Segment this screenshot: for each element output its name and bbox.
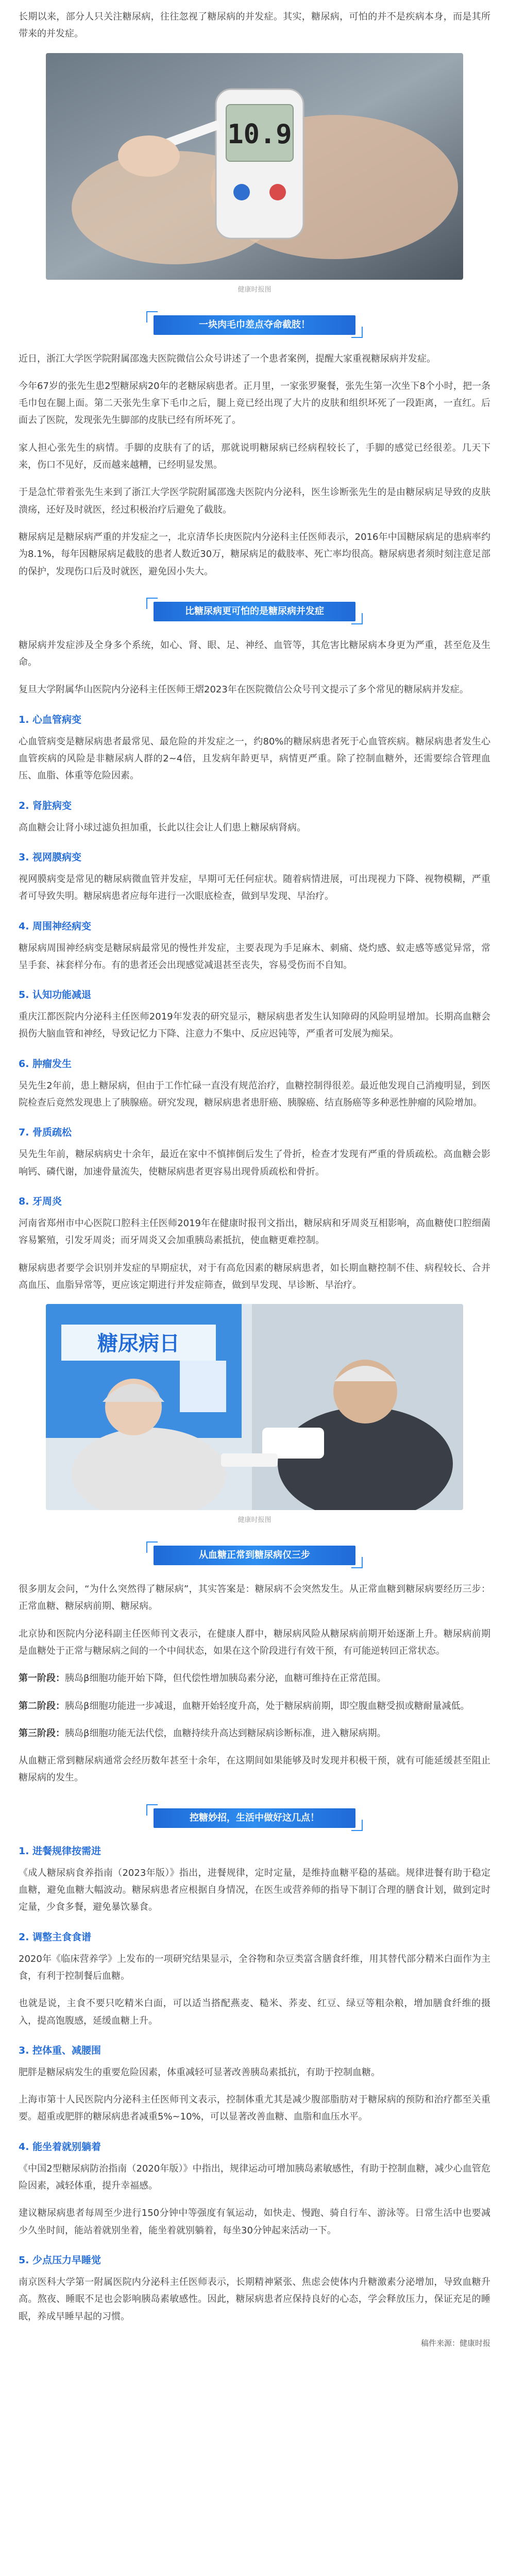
section2-paragraph: 复旦大学附属华山医院内分泌科主任医师王熠2023年在医院微信公众号刊文提示了多个常见的糖尿病并发症。 — [19, 684, 469, 696]
section4-title: 控糖妙招，生活中做好这几点！ — [154, 1808, 355, 1828]
complication-text: 吴先生2年前，患上糖尿病，但由于工作忙碌一直没有规范治疗，血糖控制得很差。最近他发现自己消瘦明显，到医院检查后竟然发现患上了胰腺癌。研究发现，糖尿病患者患肝癌、胰腺癌、结直肠癌等多种恶性肿瘤的风险增加。 — [19, 1080, 490, 1109]
section3-closing: 从血糖正常到糖尿病通常会经历数年甚至十余年，在这期间如果能够及时发现并积极干预，就有可能延缓甚至阻止糖尿病的发生。 — [19, 1755, 490, 1784]
section2-closing: 糖尿病患者要学会识别并发症的早期症状，对于有高危因素的糖尿病患者，如长期血糖控制不佳、病程较长、合并高血压、血脂异常等，更应该定期进行并发症筛查，做到早发现、早诊断、早治疗。 — [19, 1262, 490, 1291]
complication-heading: 8. 牙周炎 — [19, 1195, 62, 1207]
complication-text: 吴先生年前，糖尿病病史十余年，最近在家中不慎摔倒后发生了骨折，检查才发现有严重的骨质疏松。高血糖会影响钙、磷代谢，加速骨量流失，使糖尿病患者更容易出现骨质疏松和骨折。 — [19, 1149, 490, 1177]
complication-heading: 2. 肾脏病变 — [19, 800, 72, 811]
tip-text: 《成人糖尿病食养指南（2023年版）》指出，进餐规律，定时定量，是维持血糖平稳的基础。规律进餐有助于稳定血糖，避免血糖大幅波动。糖尿病患者应根据自身情况，在医生或营养师的指导下制订合理的膳食计划，做到定时定量，少食多餐，避免暴饮暴食。 — [19, 1867, 490, 1913]
section1-banner — [141, 311, 368, 335]
section2-title: 比糖尿病更可怕的是糖尿病并发症 — [154, 602, 355, 621]
glucose-meter-photo — [46, 53, 463, 280]
article-source: 稿件来源：健康时报 — [420, 2338, 490, 2348]
complication-heading: 3. 视网膜病变 — [19, 851, 82, 863]
tip-text: 建议糖尿病患者每周至少进行150分钟中等强度有氧运动，如快走、慢跑、骑自行车、游泳等。日常生活中也要减少久坐时间，能站着就别坐着，能坐着就别躺着，每坐30分钟起来活动一下。 — [19, 2208, 490, 2236]
complication-heading: 4. 周围神经病变 — [19, 920, 92, 932]
section1-title: 一块肉毛巾差点夺命截肢！ — [154, 315, 355, 335]
tip-heading: 2. 调整主食食谱 — [19, 1931, 92, 1943]
section3-paragraph: 很多朋友会问，“为什么突然得了糖尿病”，其实答案是：糖尿病不会突然发生。从正常血糖到糖尿病要经历三步：正常血糖、糖尿病前期、糖尿病。 — [19, 1584, 490, 1612]
complication-heading: 5. 认知功能减退 — [19, 989, 92, 1001]
screening-illustration — [46, 1304, 463, 1510]
complication-text: 心血管病变是糖尿病患者最常见、最危险的并发症之一，约80%的糖尿病患者死于心血管疾病。糖尿病患者发生心血管疾病的风险是非糖尿病人群的2~4倍，且发病年龄更早，病情更严重。除了控制血糖外，还需要综合管理血压、血脂、体重等危险因素。 — [19, 736, 490, 782]
tip-text: 上海市第十人民医院内分泌科主任医师刊文表示，控制体重尤其是减少腹部脂肪对于糖尿病的预防和治疗都至关重要。超重或肥胖的糖尿病患者减重5%~10%，可以显著改善血糖、血脂和血压水平。 — [19, 2094, 490, 2123]
complication-text: 糖尿病周围神经病变是糖尿病最常见的慢性并发症，主要表现为手足麻木、刺痛、烧灼感、蚁走感等感觉异常，常呈手套、袜套样分布。有的患者还会出现感觉减退甚至丧失，容易受伤而不自知。 — [19, 942, 490, 971]
stage-text: 胰岛β细胞功能无法代偿，血糖持续升高达到糖尿病诊断标准，进入糖尿病期。 — [65, 1727, 386, 1739]
complication-text: 视网膜病变是常见的糖尿病微血管并发症，早期可无任何症状。随着病情进展，可出现视力下降、视物模糊，严重者可导致失明。糖尿病患者应每年进行一次眼底检查，做到早发现、早治疗。 — [19, 873, 490, 902]
screening-photo — [46, 1304, 463, 1510]
tip-text: 肥胖是糖尿病发生的重要危险因素，体重减轻可显著改善胰岛素抵抗，有助于控制血糖。 — [19, 2066, 380, 2078]
meter-reading: 10.9 — [227, 118, 292, 150]
section2-banner — [141, 598, 368, 621]
section4-banner — [141, 1804, 368, 1828]
photo2-caption: 健康时报图 — [237, 1516, 272, 1524]
section1-paragraph: 家人担心张先生的病情。手脚的皮肤有了的话，那就说明糖尿病已经病程较长了，手脚的感觉已经很差。几天下来，伤口不见好，反而越来越糟，已经明显发黑。 — [19, 442, 490, 471]
tip-heading: 1. 进餐规律按需进 — [19, 1845, 101, 1857]
stage-label: 第三阶段： — [19, 1727, 65, 1739]
glucose-meter-illustration — [46, 53, 463, 280]
section3-banner — [141, 1541, 368, 1565]
complication-heading: 6. 肿瘤发生 — [19, 1058, 72, 1070]
section2-paragraph: 糖尿病并发症涉及全身多个系统，如心、肾、眼、足、神经、血管等，其危害比糖尿病本身更为严重，甚至危及生命。 — [19, 639, 490, 668]
tip-text: 《中国2型糖尿病防治指南（2020年版）》中指出，规律运动可增加胰岛素敏感性，有助于控制血糖，减少心血管危险因素，减轻体重，提升幸福感。 — [19, 2163, 490, 2192]
stage-item — [19, 1725, 490, 1742]
stage-text: 胰岛β细胞功能进一步减退，血糖开始轻度升高，处于糖尿病前期，即空腹血糖受损或糖耐量减低。 — [65, 1700, 470, 1711]
section1-paragraph: 于是急忙带着张先生来到了浙江大学医学院附属邵逸夫医院内分泌科，医生诊断张先生的是由糖尿病足导致的皮肤溃疡，还好及时就医，经过积极治疗后避免了截肢。 — [19, 487, 490, 515]
stage-label: 第一阶段： — [19, 1673, 65, 1684]
tip-text: 也就是说，主食不要只吃精米白面，可以适当搭配燕麦、糙米、荞麦、红豆、绿豆等粗杂粮，增加膳食纤维的摄入，提高饱腹感，延缓血糖上升。 — [19, 1998, 490, 2026]
stage-item — [19, 1698, 490, 1715]
section1-paragraph: 今年67岁的张先生患2型糖尿病20年的老糖尿病患者。正月里，一家张罗聚餐，张先生第一次坐下8个小时，把一条毛巾包在腿上面。第二天张先生拿下毛巾之后，腿上竟已经出现了大片的皮肤和组织坏死了一段距离，一直红。后面去了医院，发现张先生脚部的皮肤已经有所坏死了。 — [19, 380, 490, 426]
complication-text: 重庆江都医院内分泌科主任医师2019年发表的研究显示，糖尿病患者发生认知障碍的风险明显增加。长期高血糖会损伤大脑血管和神经，导致记忆力下降、注意力不集中、反应迟钝等，严重者可发展为痴呆。 — [19, 1011, 490, 1040]
complication-heading: 1. 心血管病变 — [19, 714, 82, 725]
stage-label: 第二阶段： — [19, 1700, 65, 1711]
tip-heading: 3. 控体重、减腰围 — [19, 2044, 101, 2056]
section1-paragraph: 糖尿病足是糖尿病严重的并发症之一，北京清华长庚医院内分泌科主任医师表示，2016年中国糖尿病足的患病率约为8.1%，每年因糖尿病足截肢的患者人数近30万，糖尿病足的截肢率、死亡率均很高。糖尿病患者须时刻注意足部的保护，发现伤口后及时就医，避免因小失大。 — [19, 531, 490, 577]
section3-title: 从血糖正常到糖尿病仅三步 — [154, 1546, 355, 1565]
stage-text: 胰岛β细胞功能开始下降，但代偿性增加胰岛素分泌，血糖可维持在正常范围。 — [65, 1673, 386, 1684]
tip-text: 南京医科大学第一附属医院内分泌科主任医师表示，长期精神紧张、焦虑会使体内升糖激素分泌增加，导致血糖升高。熬夜、睡眠不足也会影响胰岛素敏感性。因此，糖尿病患者应保持良好的心态，学会释放压力，保证充足的睡眠，养成早睡早起的习惯。 — [19, 2276, 490, 2322]
intro-paragraph: 长期以来，部分人只关注糖尿病，往往忽视了糖尿病的并发症。其实，糖尿病，可怕的并不是疾病本身，而是其所带来的并发症。 — [19, 11, 490, 40]
complication-heading: 7. 骨质疏松 — [19, 1127, 72, 1139]
complication-text: 高血糖会让肾小球过滤负担加重，长此以往会让人们患上糖尿病肾病。 — [19, 822, 306, 833]
tip-text: 2020年《临床营养学》上发布的一项研究结果显示，全谷物和杂豆类富含膳食纤维，用其替代部分精米白面作为主食，有利于控制餐后血糖。 — [19, 1953, 490, 1981]
complication-text: 河南省郑州市中心医院口腔科主任医师2019年在健康时报刊文指出，糖尿病和牙周炎互相影响，高血糖使口腔细菌容易繁殖，引发牙周炎；而牙周炎又会加重胰岛素抵抗，使血糖更难控制。 — [19, 1217, 490, 1246]
tip-heading: 5. 少点压力早睡觉 — [19, 2254, 101, 2266]
sign-text: 糖尿病日 — [97, 1332, 180, 1356]
tip-heading: 4. 能坐着就别躺着 — [19, 2141, 101, 2153]
section3-paragraph: 北京协和医院内分泌科副主任医师刊文表示，在健康人群中，糖尿病风险从糖尿病前期开始逐渐上升。糖尿病前期是血糖处于正常与糖尿病之间的一个中间状态，如果在这个阶段进行有效干预，有可能逆转回正常状态。 — [19, 1628, 490, 1656]
stage-item — [19, 1670, 490, 1687]
photo1-caption: 健康时报图 — [237, 285, 272, 294]
section1-paragraph: 近日，浙江大学医学院附属邵逸夫医院微信公众号讲述了一个患者案例，提醒大家重视糖尿病并发症。 — [19, 353, 436, 364]
